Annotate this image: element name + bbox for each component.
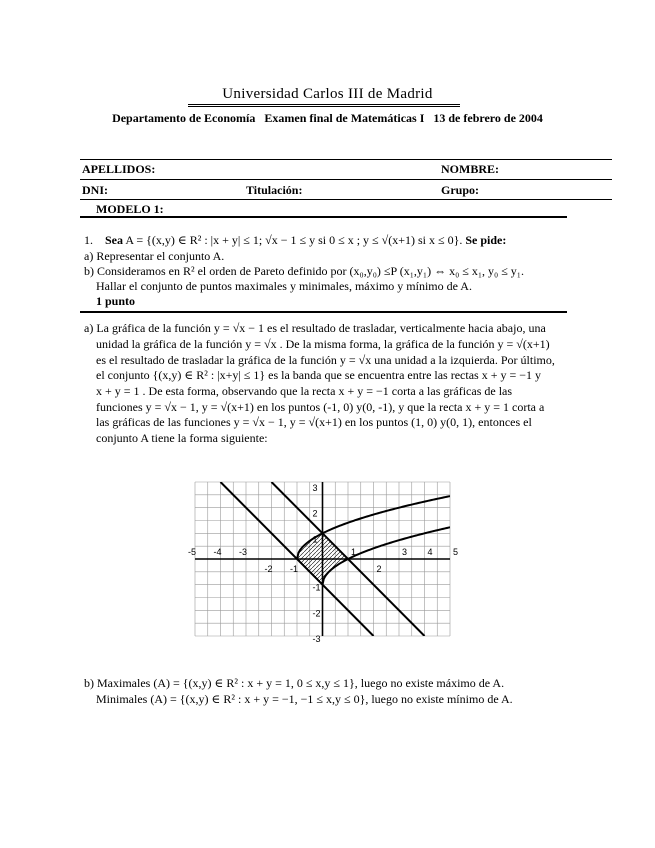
exam-name: Examen final de Matemáticas I (264, 111, 425, 125)
y-tick-label: 2 (312, 508, 318, 519)
exam-date: 13 de febrero de 2004 (433, 111, 543, 125)
dni-label: DNI: (82, 183, 108, 197)
solution-a-line: x + y = 1 . De esta forma, observando que la recta x + y = −1 corta a las gráficas de las (96, 384, 513, 398)
x-tick-label: 4 (427, 547, 433, 557)
sea-label: Sea (105, 233, 123, 247)
x-tick-label: 1 (351, 547, 357, 557)
se-pide-label: Se pide: (465, 233, 507, 247)
item-a: a) Representar el conjunto A. (84, 249, 225, 263)
x-tick-label: -5 (188, 547, 197, 557)
solution-a-line: las gráficas de las funciones y = √x − 1, y = √(x+1) en los puntos (1, 0) y(0, 1), entonces el (96, 415, 532, 429)
modelo-label: MODELO 1: (96, 202, 164, 216)
solution-b-minimales: Minimales (A) = {(x,y) ∈ R² : x + y = −1, −1 ≤ x,y ≤ 0}, luego no existe mínimo de A. (96, 692, 513, 706)
nombre-label: NOMBRE: (441, 162, 499, 176)
titulacion-label: Titulación: (246, 183, 303, 197)
y-tick-label: 3 (312, 483, 318, 493)
apellidos-label: APELLIDOS: (82, 162, 156, 176)
grupo-label: Grupo: (441, 183, 480, 197)
problem-number: 1. (84, 233, 93, 247)
x-tick-label: 3 (402, 547, 408, 557)
x-tick-label: -1 (290, 564, 299, 574)
solution-a-line: el conjunto {(x,y) ∈ R² : |x+y| ≤ 1} es la banda que se encuentra entre las rectas x + y = −1 y (96, 368, 542, 382)
solution-a-line: funciones y = √x − 1, y = √(x+1) en los puntos (-1, 0) y(0, -1), y que la recta x + y = 1 corta a (96, 400, 545, 414)
y-tick-label: 1 (312, 534, 318, 545)
x-tick-label: 5 (453, 547, 459, 557)
x-tick-label: -3 (239, 547, 248, 557)
solution-a-line: es el resultado de trasladar la gráfica de la función y = √x una unidad a la izquierda. Por último, (96, 353, 555, 367)
solution-a-line: a) La gráfica de la función y = √x − 1 es el resultado de trasladar, verticalmente hacia abajo, una (84, 321, 546, 335)
x-tick-label: -2 (264, 564, 273, 574)
points-label: 1 punto (96, 294, 136, 308)
university-title: Universidad Carlos III de Madrid (222, 86, 433, 102)
x-tick-label: 2 (376, 564, 382, 574)
x-tick-label: -4 (213, 547, 222, 557)
set-a-region (297, 533, 348, 584)
y-tick-label: -3 (312, 634, 321, 644)
solution-a-line: unidad la gráfica de la función y = √x . De la misma forma, la gráfica de la función y = √(x+1) (96, 337, 550, 351)
set-definition: A = {(x,y) ∈ R² : |x + y| ≤ 1; √x − 1 ≤ y si 0 ≤ x ; y ≤ √(x+1) si x ≤ 0}. (125, 233, 463, 247)
department-name: Departamento de Economía (112, 111, 256, 125)
item-b-line2: Hallar el conjunto de puntos maximales y minimales, máximo y mínimo de A. (96, 279, 472, 293)
item-b-line1: b) Consideramos en R² el orden de Pareto definido por (x₀,y₀) ≤P (x₁,y₁) ⇔ x₀ ≤ x₁, y₀ ≤ y₁. (84, 264, 524, 278)
solution-a-line: conjunto A tiene la forma siguiente: (96, 431, 268, 445)
y-tick-label: -1 (312, 582, 321, 593)
y-tick-label: -2 (312, 608, 321, 619)
solution-b-maximales: b) Maximales (A) = {(x,y) ∈ R² : x + y = 1, 0 ≤ x,y ≤ 1}, luego no existe máximo de A. (84, 676, 505, 690)
